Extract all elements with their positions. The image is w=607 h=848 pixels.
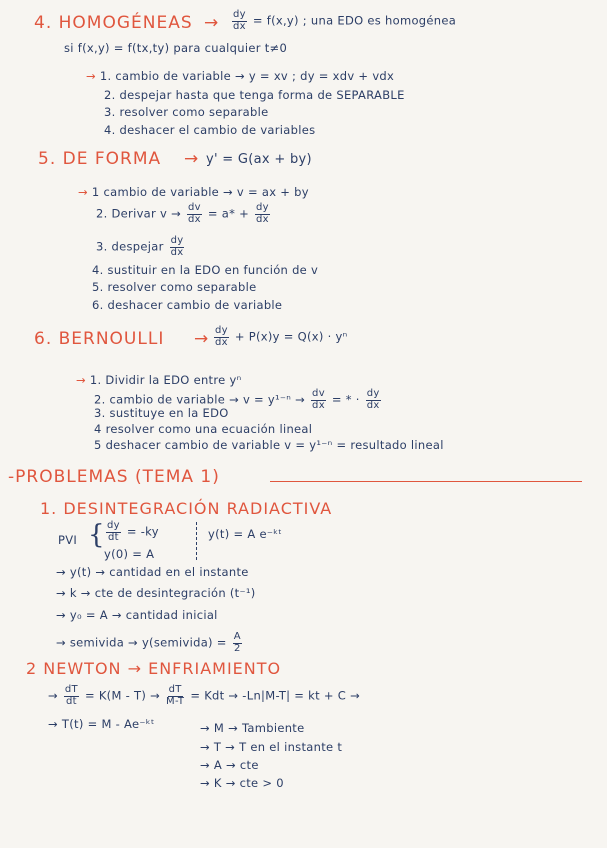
p2-note-1: → M → Tambiente xyxy=(200,721,305,735)
section-5-step-3: 3. despejar $\frac{dy}{dx}$ xyxy=(96,235,184,258)
dv-dx-fraction: $\frac{dv}{dx}$ xyxy=(187,202,201,225)
p1-note-1: → y(t) → cantidad en el instante xyxy=(56,565,249,579)
arrow-icon: → xyxy=(48,717,58,731)
section-5-definition: y' = G(ax + by) xyxy=(206,152,312,167)
p1-note-4: → semivida → y(semivida) = $\frac{A}{2}$ xyxy=(56,631,241,654)
dT-dt-fraction: $\frac{dT}{dt}$ xyxy=(64,684,78,707)
section-5-step-1: → 1 cambio de variable → v = ax + by xyxy=(78,185,309,199)
arrow-icon: → xyxy=(204,13,220,33)
section-6-step-3: 3. sustituye en la EDO xyxy=(94,406,229,420)
p1-note-2: → k → cte de desintegración (t⁻¹) xyxy=(56,586,256,600)
pvi-label: PVI xyxy=(58,533,78,547)
section-6-definition: $\frac{dy}{dx}$ + P(x)y = Q(x) · yⁿ xyxy=(215,325,348,348)
arrow-icon: → xyxy=(86,69,96,83)
arrow-icon: → xyxy=(184,149,200,169)
dy-dx-fraction: $\frac{dy}{dx}$ xyxy=(215,325,228,348)
dy-dx-fraction: $\frac{dy}{dx}$ xyxy=(170,235,184,258)
section-4-step-4: 4. deshacer el cambio de variables xyxy=(104,123,316,137)
arrow-icon: → xyxy=(76,373,86,387)
arrow-icon: → xyxy=(194,329,210,349)
dy-dx-fraction: $\frac{dy}{dx}$ xyxy=(255,202,269,225)
section-4-condition: si f(x,y) = f(tx,ty) para cualquier t≠0 xyxy=(64,41,288,55)
section-6-step-5: 5 deshacer cambio de variable v = y¹⁻ⁿ = resultado lineal xyxy=(94,438,444,452)
pvi-equation-1: $\frac{dy}{dt}$ = -ky xyxy=(107,520,159,543)
pvi-equation-2: y(0) = A xyxy=(104,547,155,561)
dv-dx-fraction: $\frac{dv}{dx}$ xyxy=(312,388,325,411)
section-5-step-6: 6. deshacer cambio de variable xyxy=(92,298,283,312)
section-4-step-2: 2. despejar hasta que tenga forma de SEPARABLE xyxy=(104,88,405,102)
p2-note-2: → T → T en el instante t xyxy=(200,740,343,754)
newton-equation: → $\frac{dT}{dt}$ = K(M - T) → $\frac{dT}{M-T}$ = Kdt → -Ln|M-T| = kt + C → xyxy=(48,684,361,707)
dy-dx-fraction: $\frac{dy}{dx}$ xyxy=(233,9,246,32)
section-4-step-3: 3. resolver como separable xyxy=(104,105,269,119)
section-6-title: 6. BERNOULLI xyxy=(34,329,165,349)
section-4-title: 4. HOMOGÉNEAS xyxy=(34,13,193,33)
divider xyxy=(270,481,582,482)
dy-dx-fraction: $\frac{dy}{dx}$ xyxy=(366,388,380,411)
problem-2-title: 2 NEWTON → ENFRIAMIENTO xyxy=(26,659,282,678)
section-4-definition: $\frac{dy}{dx}$ = f(x,y) ; una EDO es homogénea xyxy=(233,9,457,32)
section-6-step-1: → 1. Dividir la EDO entre yⁿ xyxy=(76,373,242,387)
section-6-step-4: 4 resolver como una ecuación lineal xyxy=(94,422,313,436)
section-5-step-4: 4. sustituir en la EDO en función de v xyxy=(92,263,319,277)
half-fraction: $\frac{A}{2}$ xyxy=(233,631,241,654)
arrow-icon: → xyxy=(48,688,58,703)
newton-solution: → T(t) = M - Ae⁻ᵏᵗ xyxy=(48,717,155,731)
dy-dt-fraction: $\frac{dy}{dt}$ xyxy=(107,520,120,543)
section-5-step-2: 2. Derivar v → $\frac{dv}{dx}$ = a* + $\frac{dy}{dx}$ xyxy=(96,202,269,225)
section-5-title: 5. DE FORMA xyxy=(38,149,162,169)
section-6-step-2: 2. cambio de variable → v = y¹⁻ⁿ → $\frac{dv}{dx}$ = * · $\frac{dy}{dx}$ xyxy=(94,388,380,411)
p1-note-3: → y₀ = A → cantidad inicial xyxy=(56,608,218,622)
arrow-icon: → xyxy=(78,185,88,199)
section-4-step-1: → 1. cambio de variable → y = xv ; dy = xdv + vdx xyxy=(86,69,395,83)
p2-note-4: → K → cte > 0 xyxy=(200,776,284,790)
p2-note-3: → A → cte xyxy=(200,758,259,772)
problems-title: -PROBLEMAS (TEMA 1) xyxy=(8,467,220,487)
dT-MT-fraction: $\frac{dT}{M-T}$ xyxy=(166,684,185,707)
separator xyxy=(196,522,197,560)
problem-1-title: 1. DESINTEGRACIÓN RADIACTIVA xyxy=(40,499,333,518)
decay-solution: y(t) = A e⁻ᵏᵗ xyxy=(208,527,283,541)
brace-icon: { xyxy=(88,520,105,550)
section-5-step-5: 5. resolver como separable xyxy=(92,280,257,294)
